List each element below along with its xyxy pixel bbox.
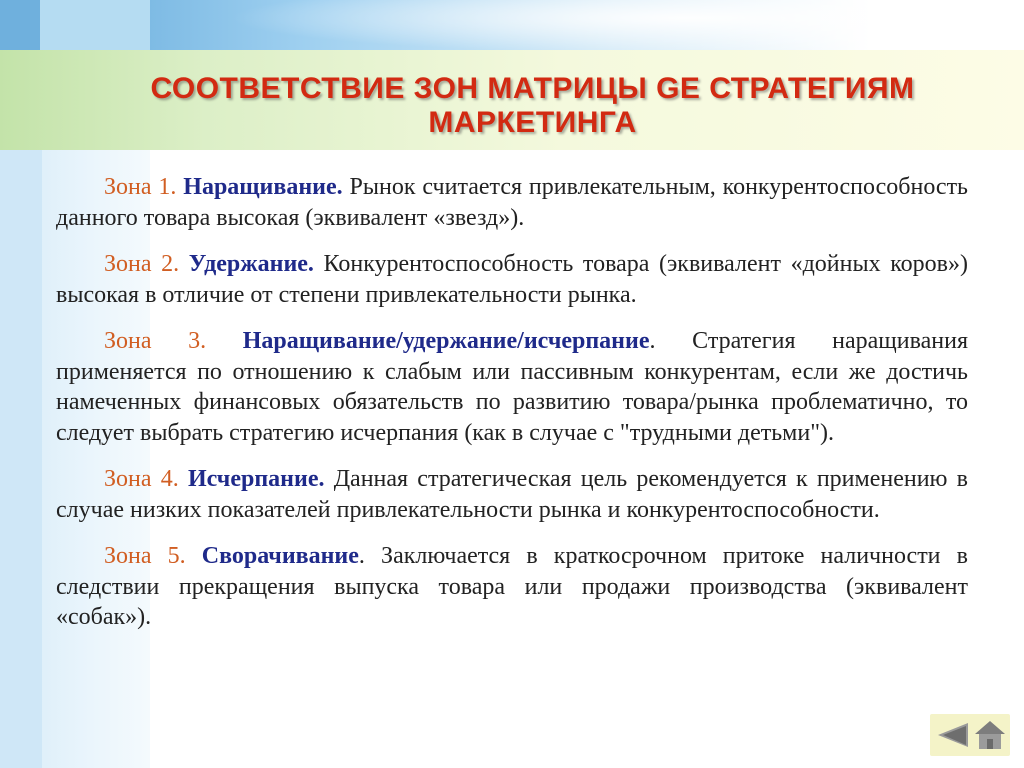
banner-light-streak: [150, 0, 1024, 50]
zone-5-text: . Заключается в краткосрочном притоке наличности в следствии прекращения выпуска товара или продажи производства (эквивалент «собак»).: [56, 543, 968, 630]
left-stripe-inner: [0, 150, 42, 768]
zone-1-paragraph: [56, 172, 968, 233]
banner-block-light: [40, 0, 150, 50]
zone-3-term: Наращивание/удержание/исчерпание: [242, 328, 650, 354]
slide-content: [56, 172, 968, 649]
top-banner: [0, 0, 1024, 50]
zone-1-label: Зона 1.: [104, 174, 177, 200]
zone-2-paragraph: [56, 249, 968, 310]
zone-4-label: Зона 4.: [104, 466, 179, 492]
slide-title: СООТВЕТСТВИЕ ЗОН МАТРИЦЫ GE СТРАТЕГИЯМ МАРКЕТИНГА: [150, 72, 915, 139]
home-icon[interactable]: [974, 719, 1006, 751]
zone-2-text: Конкурентоспособность товара (эквивалент «дойных коров») высокая в отличие от степени привлекательности рынка.: [56, 251, 968, 308]
back-arrow-icon[interactable]: [934, 720, 970, 750]
zone-5-term: Сворачивание: [201, 543, 359, 569]
zone-3-text: . Стратегия наращивания применяется по отношению к слабым или пассивным конкурентам, если же достичь намеченных финансовых обязательств по развитию товара/рынка проблематично, то следует выбрать стратегию исчерпания (как в случае с "трудными детьми").: [56, 328, 968, 446]
zone-3-paragraph: [56, 326, 968, 448]
zone-2-label: Зона 2.: [104, 251, 180, 277]
zone-3-label: Зона 3.: [104, 328, 207, 354]
zone-5-label: Зона 5.: [104, 543, 186, 569]
navigation-panel: [930, 714, 1010, 756]
zone-4-term: Исчерпание.: [187, 466, 325, 492]
zone-1-term: Наращивание.: [183, 174, 343, 200]
zone-1-text: Рынок считается привлекательным, конкурентоспособность данного товара высокая (эквивалент «звезд»).: [56, 174, 969, 231]
zone-5-paragraph: [56, 541, 968, 633]
banner-block-dark: [0, 0, 40, 50]
zone-4-text: Данная стратегическая цель рекомендуется к применению в случае низких показателей привлекательности рынка и конкурентоспособности.: [56, 466, 969, 523]
zone-4-paragraph: [56, 464, 968, 525]
zone-2-term: Удержание.: [188, 251, 314, 277]
